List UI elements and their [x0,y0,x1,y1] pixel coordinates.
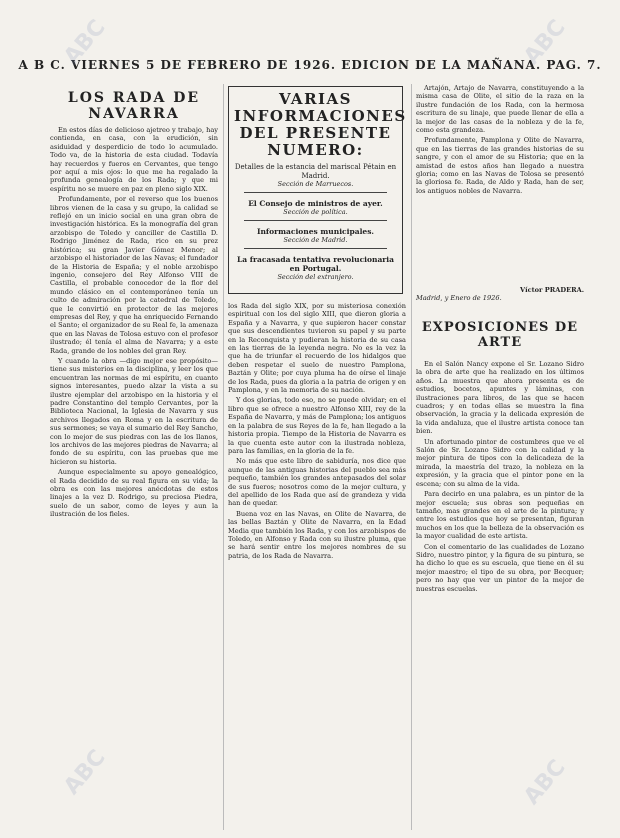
paragraph: Y cuando la obra —digo mejor ese propósito— tiene sus misterios en la disciplina, y leer los que encuentran las normas de mi espíritu, en cuanto signos interesantes, puedo alzar la vista a su ilustre ejemplar del arzobispo en la historia y el padre Constantino del templo Cervantes, por la Biblioteca Nacional, la Iglesia de Navarra y sus archivos llegados en Roma y en la escritura de sus sermones; se vaya el sumario del Rey Sancho, con lo mejor de sus piedras con las de los llanos, los archivos de las mejores piedras de Navarra; al fondo de su espíritu, con las pruebas que me hicieron su historia. [50,356,218,466]
paragraph: los Rada del siglo XIX, por su misteriosa conexión espiritual con los del siglo XIII, que dieron gloria a España y a Navarra, y que supieron hacer constar que sus descendientes tuvieron su papel y su parte en la Reconquista y pudieran la historia de su casa en las tierras de la leyenda negra. No es la vez la que ha de triunfar el recuerdo de los hidalgos que deben respetar el suelo de nuestro Pamplona, Baztán y Olite; por cuya pluma ha de oírse el linaje de los Rada, pues da gloria a la patria de origen y en Pamplona, y en la memoria de su nación. [228,302,406,395]
paragraph: Y dos glorias, todo eso, no se puede olvidar; en el libro que se ofrece a nuestro Alfonso XIII, rey de la España de Navarra, y más de Pamplona; los antiguos en la palabra de sus Reyes de la fe, han llegado a la historia propia. Tiempo de la Historia de Navarra es la que cuenta este autor con la ilustrada nobleza, para las familias, en la gloria de la fe. [228,396,406,455]
contents-section: Sección de política. [283,208,348,216]
contents-box [228,86,407,294]
paragraph: Buena voz en las Navas, en Olite de Navarra, de las bellas Baztán y Olite de Navarra, en la Edad Media que también los Rada, y con los arzobispos de Toledo, en Alfonso y Rada con su ilustre pluma, que se hará sentir entre los mejores nombres de su patria, de los Rada de Navarra. [228,509,406,560]
paragraph: Profundamente, por el reverso que los buenos libros vienen de la casa y su grupo, la calidad se reflejó en un inicio social en una gran obra de investigación histórica. Es la monografía del gran arzobispo de Toledo y canciller de Castilla D. Rodrigo Jiménez de Rada, rico en su prez histórica; su gran Javier Gómez Menor; al arzobispo el historiador de las Navas; el fundador de la Historia de España; y el noble arzobispo ingenio, consejero del Rey Alfonso VIII de Castilla, el probable conocedor de la flor del mundo clásico en el contemporáneo tenía un culto de admiración por la catedral de Toledo, que le convirtió en protector de las mejores empresas del Rey, y que ha enriquecido Fernando el Santo; el organizador de su Real fe, la amenaza que en las Navas de Tolosa estuvo con el profesor ilustrado; él tenía el alma de Navarra; y a este Rada, grande de los nobles del gran Rey. [50,195,218,355]
contents-section: Sección de Madrid. [283,236,348,244]
watermark-top-right: ABC [519,15,571,70]
article-exposiciones [416,360,584,830]
watermark-top-left: ABC [59,15,111,70]
divider [244,192,387,193]
author: Víctor PRADERA. [519,286,584,294]
contents-headline: VARIAS INFORMACIONES DEL PRESENTE NUMERO: [234,90,407,159]
article-byline [416,286,584,303]
article-rada-continued [228,302,406,830]
paragraph: En estos días de delicioso ajetreo y trabajo, hay contienda, en casa, con la erudición, sin asiduidad y desperdicio de todo lo acumulado. Todo va, de la historia de esta ciudad. Todavía hay recuerdos y fueros en Cervantes, que tengo por aquí a mis ojos: lo que me ha regalado la profunda genealogía de los Rada; y que mi espíritu no se muere en paz en pleno siglo XIX. [50,126,218,193]
contents-section: Sección de Marruecos. [277,180,354,188]
paragraph: Para decirlo en una palabra, es un pintor de la mejor escuela; sus obras son pequeñas en tamaño, mas grandes en el arte de la pintura; y entre los estudios que hoy se presentan, figuran muchos en los que la belleza de la observación es la mayor cualidad de este artista. [416,490,584,541]
paragraph: Con el comentario de las cualidades de Lozano Sidro, nuestro pintor, y la figura de su pintura, se ha dicho lo que es su escuela, que tiene en él su mejor maestro; el tipo de su obra, por Becquer; pero no hay que ver un pintor de la mejor de nuestras escuelas. [416,542,584,593]
column-rule-1 [223,84,224,830]
page-header: A B C. VIERNES 5 DE FEBRERO DE 1926. EDICION DE LA MAÑANA. PAG. 7. [18,58,602,72]
divider [244,248,387,249]
divider [244,220,387,221]
watermark-bottom-right: ABC [519,755,571,810]
dateline: Madrid, y Enero de 1926. [416,294,502,303]
article-rada-column [50,84,218,830]
paragraph: Artajón, Artajo de Navarra, constituyendo a la misma casa de Olite, el sitio de la raza en la ilustre fundación de los Rada, con la hermosa escritura de su linaje, que puede llenar de ella a la mejor de las casas de la nobleza y de la fe, como esta grandeza. [416,84,584,135]
contents-section: Sección del extranjero. [277,273,354,281]
paragraph: Profundamente, Pamplona y Olite de Navarra, que en las tierras de las grandes historias de su sangre, y con el amor de su Historia; que en la amistad de estos años han llegado a nuestra gloria; como en las Navas de Tolosa se presentó la gloriosa fe. Rada, de Aldo y Rada, han de ser, los antiguos nobles de Navarra. [416,136,584,195]
paragraph: Un afortunado pintor de costumbres que ve el Salón de Sr. Lozano Sidro con la calidad y la mejor pintura de tipos con la delicadeza de la mirada, la maestría del trazo, la nobleza en la expresión, y la gracia que el pintor pone en la escena; con su alma de la vida. [416,437,584,488]
paragraph: Aunque especialmente su apoyo genealógico, el Rada decidido de su real figura en su vida; la obra es con las mejores anécdotas de estos linajes a la vez D. Rodrigo, su preciosa Piedra, suelo de un sabor, como de leyes y aun la ilustración de los fieles. [50,468,218,519]
article-title: LOS RADA DE NAVARRA [67,90,201,122]
contents-item: La fracasada tentativa revolucionaria en Portugal. [237,255,394,273]
article-title: EXPOSICIONES DE ARTE [421,320,579,350]
paragraph: En el Salón Nancy expone el Sr. Lozano Sidro la obra de arte que ha realizado en los últimos años. La muestra que ahora presenta es de estudios, bocetos, apuntes y láminas, con ilustraciones para libros, de las que se hacen cuadros; y en todas ellas se muestra la fina observación, la gracia y la delicada expresión de la vida andaluza, que el ilustre artista conoce tan bien. [416,360,584,436]
article-rada-end [416,84,584,308]
contents-item: Informaciones municipales. [256,227,375,236]
column-rule-2 [411,84,412,830]
watermark-bottom-left: ABC [59,745,111,800]
contents-intro: Detalles de la estancia del mariscal Pétain en Madrid. [234,163,397,180]
contents-item: El Consejo de ministros de ayer. [248,199,383,208]
paragraph: No más que este libro de sabiduría, nos dice que aunque de las antiguas historias del pueblo sea más pequeño, también los grandes antepasados del solar de sus fueros; nosotros como de la mejor cultura, y del apellido de los Rada que así de grandeza y vida han de quedar. [228,457,406,508]
